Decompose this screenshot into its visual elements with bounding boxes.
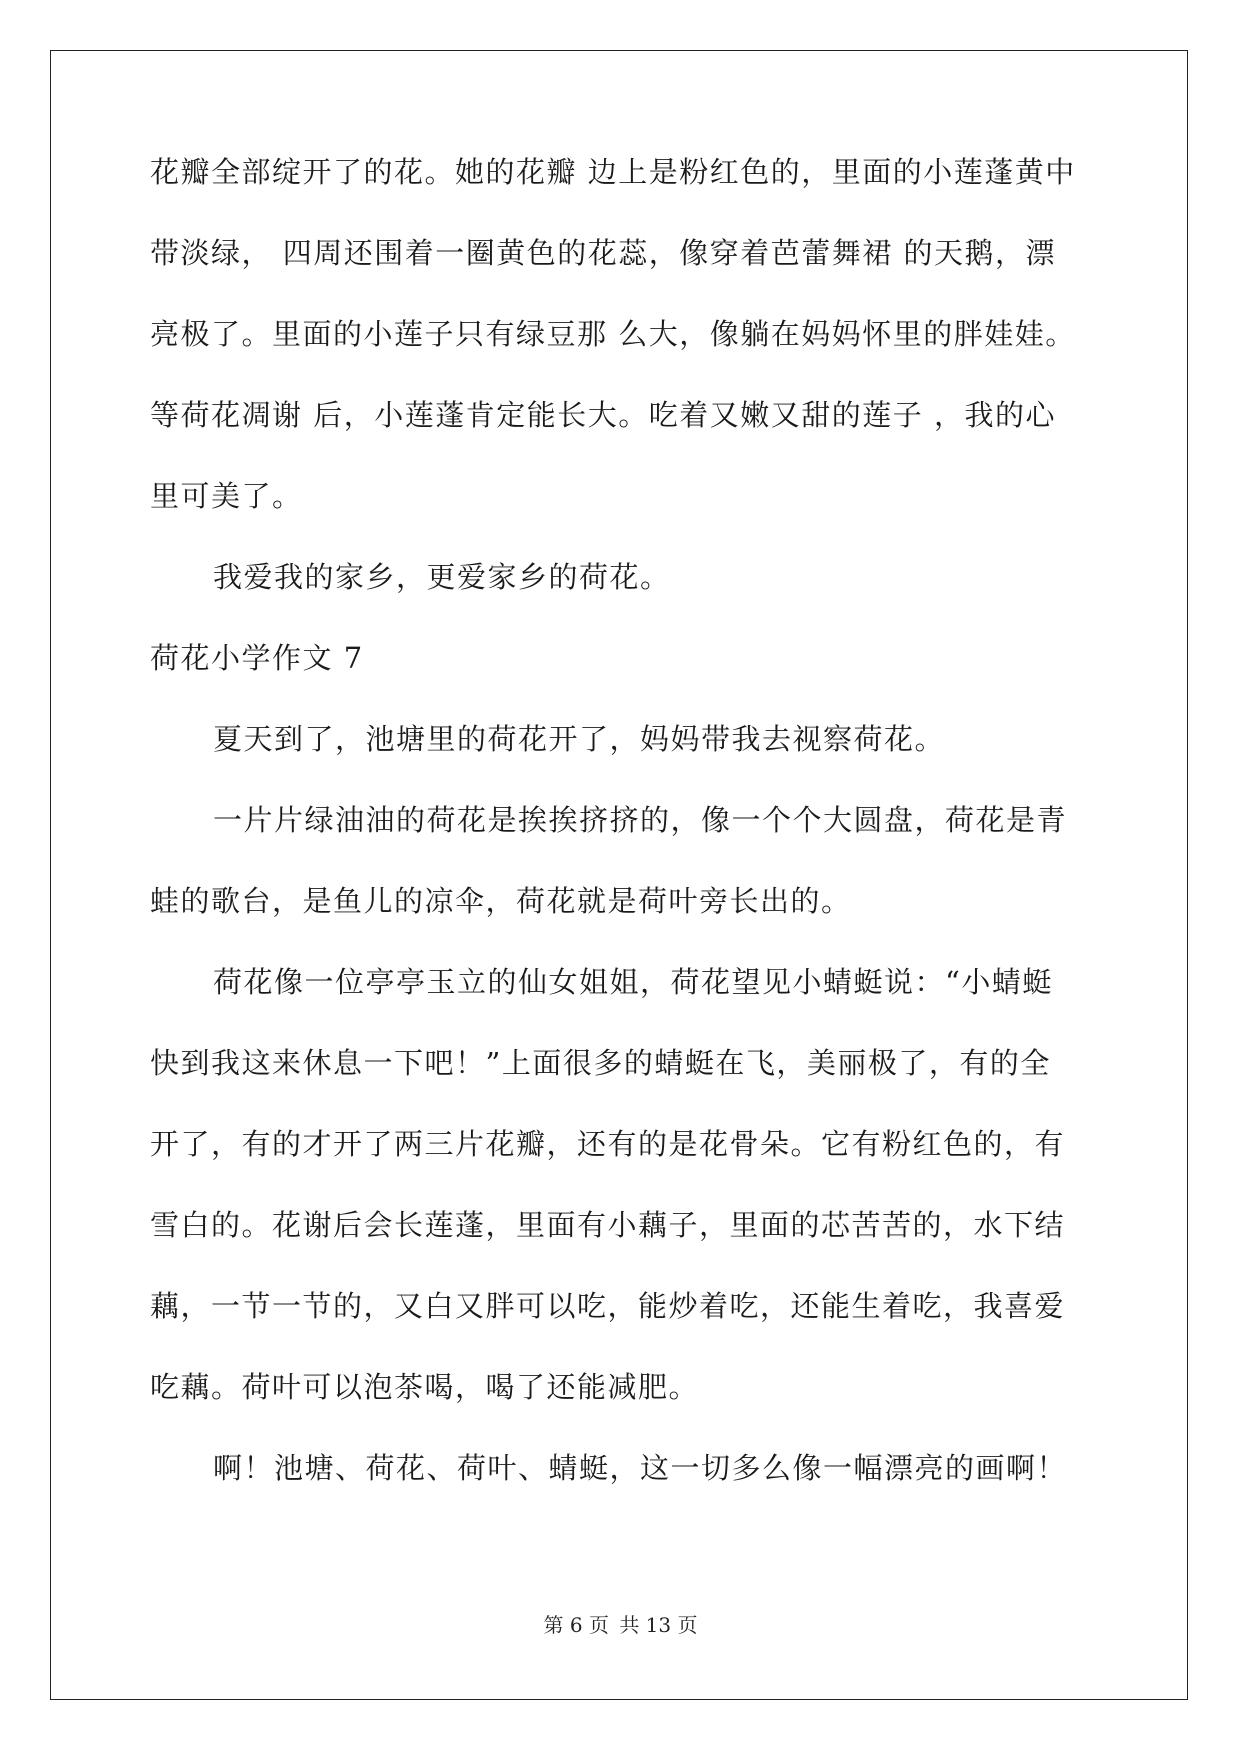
paragraph-line: 蛙的歌台，是鱼儿的凉伞，荷花就是荷叶旁长出的。 [150, 884, 852, 918]
paragraph-line: 亮极了。里面的小莲子只有绿豆那 么大，像躺在妈妈怀里的胖娃娃。 [150, 317, 1076, 351]
paragraph-line: 荷花像一位亭亭玉立的仙女姐姐，荷花望见小蜻蜓说：“小蜻蜓 [213, 965, 1053, 999]
paragraph-line: 啊！池塘、荷花、荷叶、蜻蜓，这一切多么像一幅漂亮的画啊！ [213, 1451, 1068, 1485]
paragraph-line: 等荷花凋谢 后，小莲蓬肯定能长大。吃着又嫩又甜的莲子 ，我的心 [150, 398, 1056, 432]
paragraph-line: 花瓣全部绽开了的花。她的花瓣 边上是粉红色的，里面的小莲蓬黄中 [150, 155, 1076, 189]
paragraph-line: 快到我这来休息一下吧！”上面很多的蜻蜓在飞，美丽极了，有的全 [150, 1046, 1051, 1080]
paragraph-line: 雪白的。花谢后会长莲蓬，里面有小藕子，里面的芯苦苦的，水下结 [150, 1208, 1066, 1242]
page-total: 共 13 页 [619, 1613, 698, 1637]
paragraph-line: 藕，一节一节的，又白又胖可以吃，能炒着吃，还能生着吃，我喜爱 [150, 1289, 1066, 1323]
paragraph-line: 夏天到了，池塘里的荷花开了，妈妈带我去视察荷花。 [213, 722, 946, 756]
paragraph-line: 我爱我的家乡，更爱家乡的荷花。 [213, 560, 671, 594]
paragraph-line: 吃藕。荷叶可以泡茶喝，喝了还能减肥。 [150, 1370, 700, 1404]
paragraph-line: 开了，有的才开了两三片花瓣，还有的是花骨朵。它有粉红色的，有 [150, 1127, 1066, 1161]
paragraph-line: 里可美了。 [150, 479, 303, 513]
paragraph-line: 带淡绿， 四周还围着一圈黄色的花蕊，像穿着芭蕾舞裙 的天鹅，漂 [150, 236, 1056, 270]
page-footer [0, 1612, 1241, 1638]
paragraph-line: 一片片绿油油的荷花是挨挨挤挤的，像一个个大圆盘，荷花是青 [213, 803, 1068, 837]
section-title: 荷花小学作文 7 [150, 641, 364, 675]
page-number: 第 6 页 [543, 1613, 609, 1637]
